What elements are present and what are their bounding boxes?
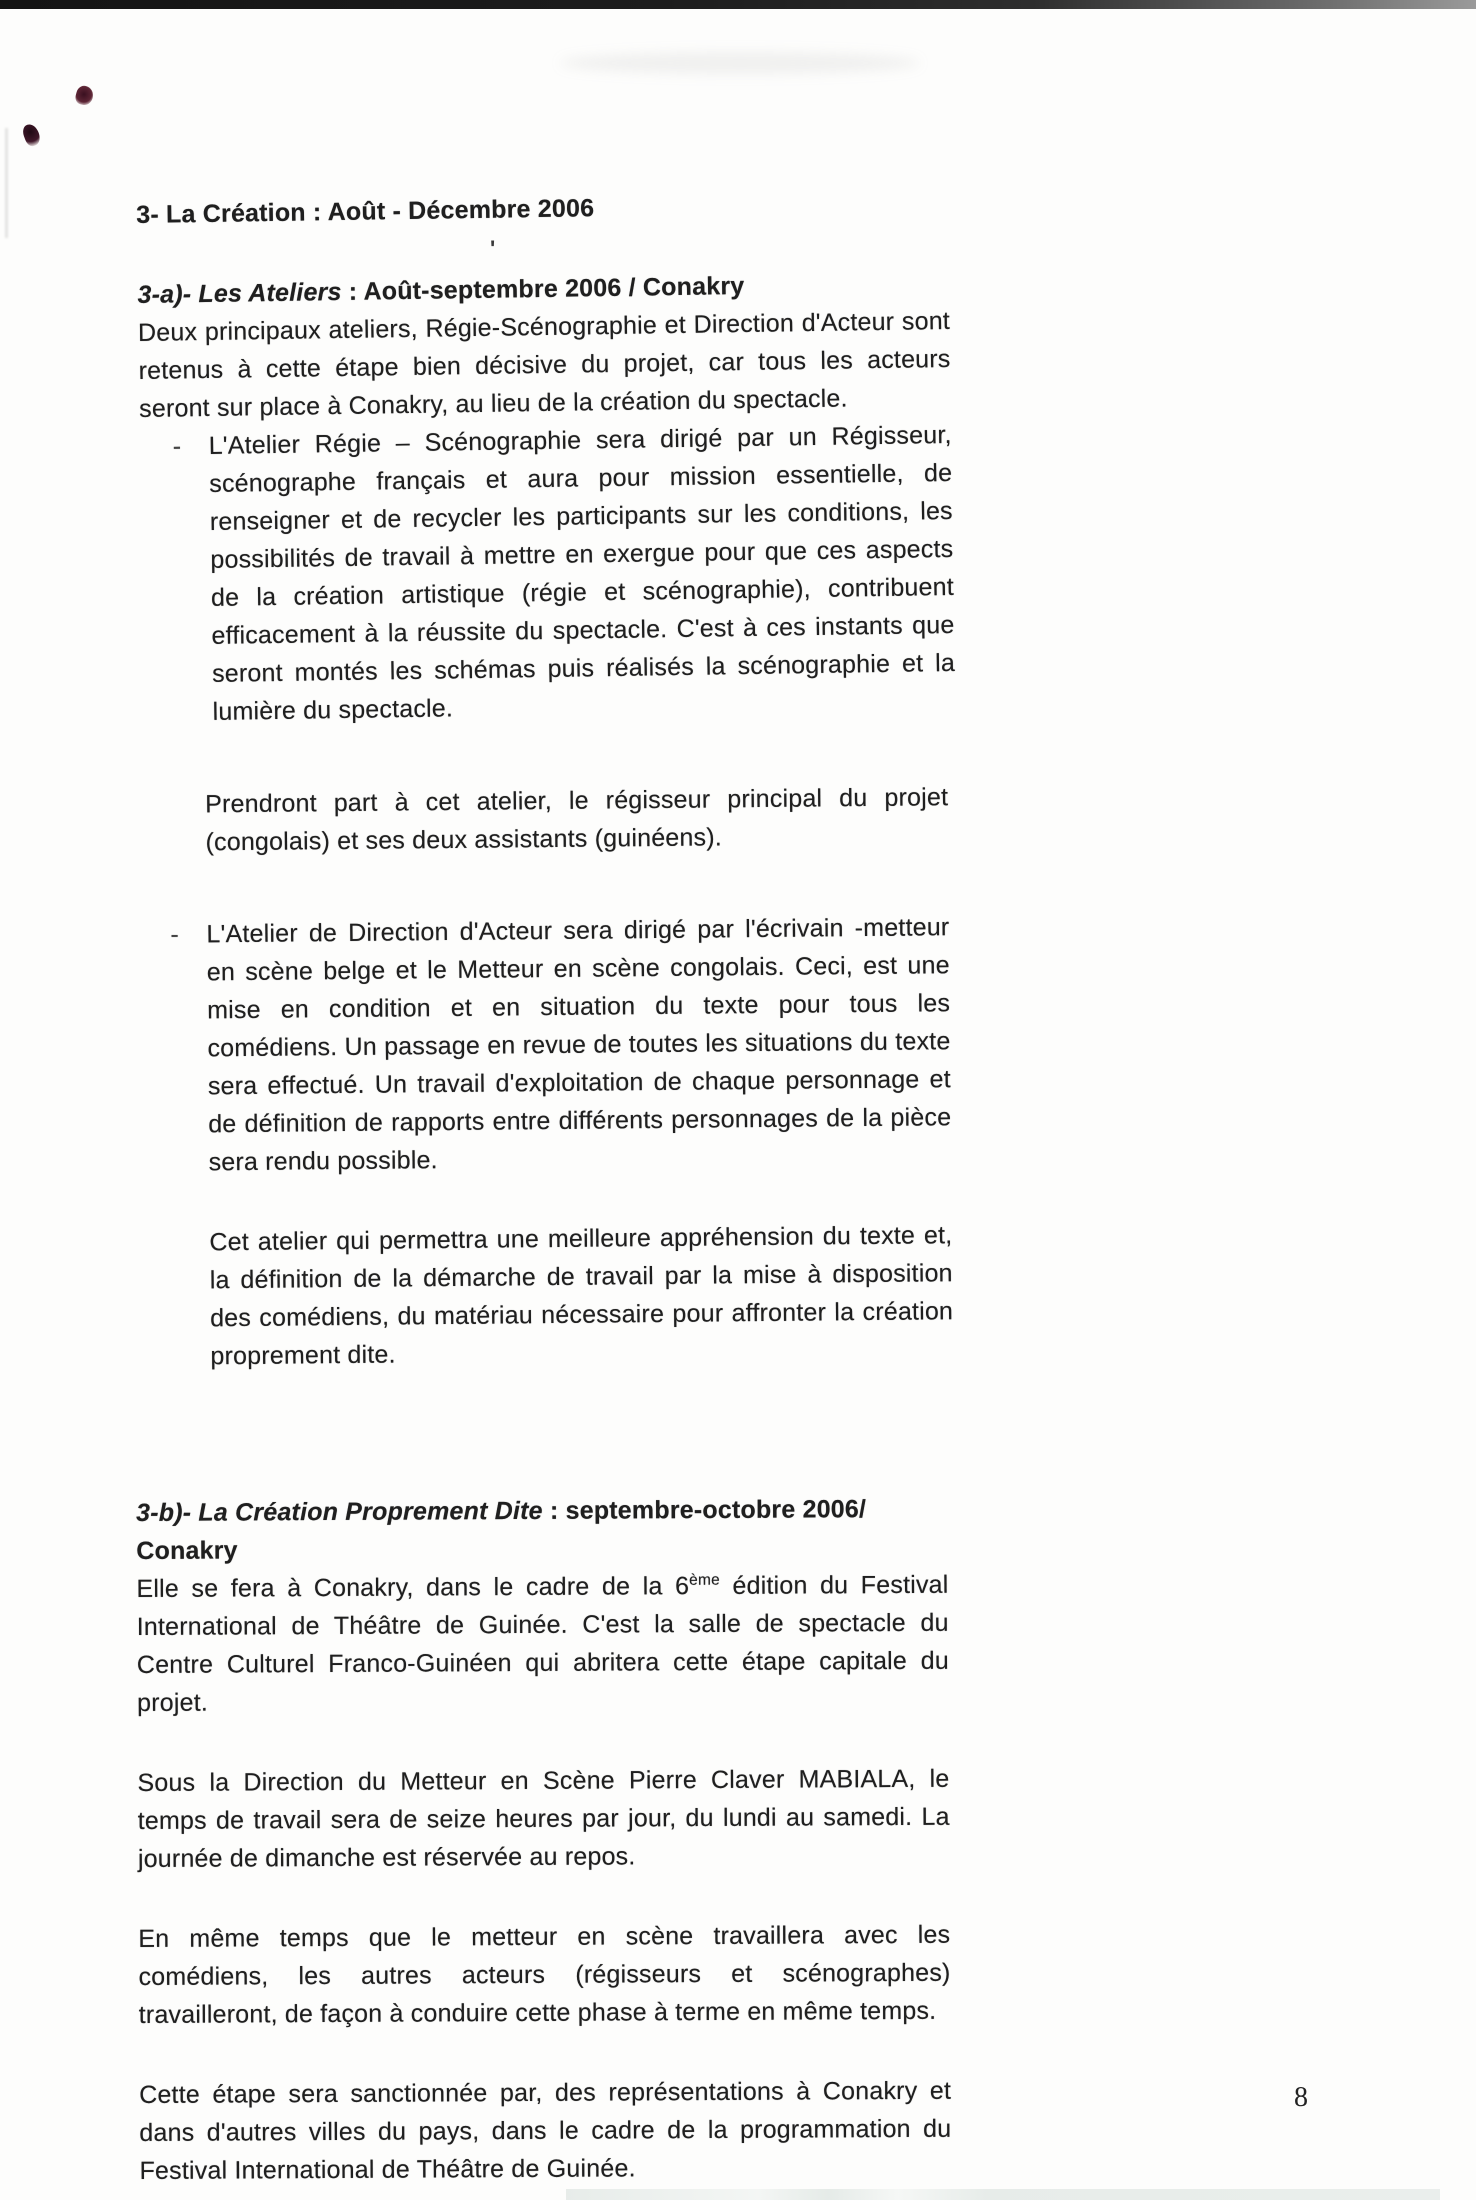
scan-artifact-left-line [5,128,8,238]
ink-dot [21,122,43,148]
section-3b-paragraph-3: En même temps que le metteur en scène travaillera avec les comédiens, les autres acteurs (régisseurs et scénographes) travailleront, de façon à conduire cette phase à terme en même temps. [138,1920,951,2029]
section-3-heading [136,184,948,234]
page-number: 8 [1294,2082,1308,2113]
scan-artifact-top-edge [0,0,1476,9]
section-3b-heading-label: 3-b)- La Création Proprement Dite [136,1496,543,1527]
bullet-dash: - [172,432,182,461]
section-3b-heading [136,1490,948,1570]
section-3b [136,1490,952,2190]
section-3a-continued [136,778,954,1376]
list-item-text: L'Atelier Régie – Scénographie sera dirigé par un Régisseur, scénographe français et aura pour mission essentielle, de renseigner et de recycler les participants sur les conditions, les possibilités de travail à mettre en exergue pour que ces aspects de la création artistique (régie et scénographie), contribuent efficacement à la réussite du spectacle. C'est à ces instants que seront montés les schémas puis réalisés la scénographie et la lumière du spectacle. [208,420,956,726]
section-3b-paragraph-4: Cette étape sera sanctionnée par, des représentations à Conakry et dans d'autres villes du pays, dans le cadre de la programmation du Festival International de Théâtre de Guinée. [139,2076,952,2185]
bullet-dash: - [170,920,180,949]
section-3b-heading-dates: : septembre-octobre 2006/ Conakry [136,1495,867,1565]
ink-dot [74,84,95,107]
paragraph-text: Elle se fera à Conakry, dans le cadre de la 6 [136,1572,690,1603]
list-item-atelier-regie [139,416,955,732]
stray-ink-mark: ' [490,236,496,261]
section-3 [136,184,956,732]
section-3-heading-label: 3- La Création [136,198,306,229]
section-3b-paragraph-1 [136,1566,949,1722]
document-body [136,194,956,2190]
ordinal-superscript: ème [689,1571,720,1589]
scan-artifact-smudge [560,52,920,74]
section-3a-intro-paragraph: Deux principaux ateliers, Régie-Scénographie et Direction d'Acteur sont retenus à cette étape bien décisive du projet, car tous les acteurs seront sur place à Conakry, au lieu de la création du spectacle. [137,306,951,423]
list-item-text: L'Atelier de Direction d'Acteur sera dirigé par l'écrivain -metteur en scène belge et le Metteur en scène congolais. Ceci, est une mise en condition et en situation du texte pour tous les comédiens. Un passage en revue de toutes les situations du texte sera effectué. Un travail d'exploitation de chaque personnage et de définition de rapports entre différents personnages de la pièce sera rendu possible. [206,913,952,1177]
list-item-atelier-direction-acteur [137,908,952,1182]
section-3a-heading-label: 3-a)- Les Ateliers [137,277,342,309]
scan-artifact-bottom-edge [566,2189,1440,2200]
section-3-heading-dates: : Août - Décembre 2006 [305,194,595,227]
note-paragraph-atelier-regie: Prendront part à cet atelier, le régisseur principal du projet (congolais) et ses deux assistants (guinéens). [205,783,949,857]
section-3a-heading-dates: : Août-septembre 2006 / Conakry [341,271,745,306]
paragraph-text: édition du Festival International de Théâtre de Guinée. C'est la salle de spectacle du Centre Culturel Franco-Guinéen qui abritera cette étape capitale du projet. [136,1570,949,1717]
section-3b-paragraph-2: Sous la Direction du Metteur en Scène Pierre Claver MABIALA, le temps de travail sera de seize heures par jour, du lundi au samedi. La journée de dimanche est réservée au repos. [137,1764,950,1873]
note-paragraph-atelier-direction: Cet atelier qui permettra une meilleure appréhension du texte et, la définition de la démarche de travail par la mise à disposition des comédiens, du matériau nécessaire pour affronter la création proprement dite. [209,1221,954,1371]
